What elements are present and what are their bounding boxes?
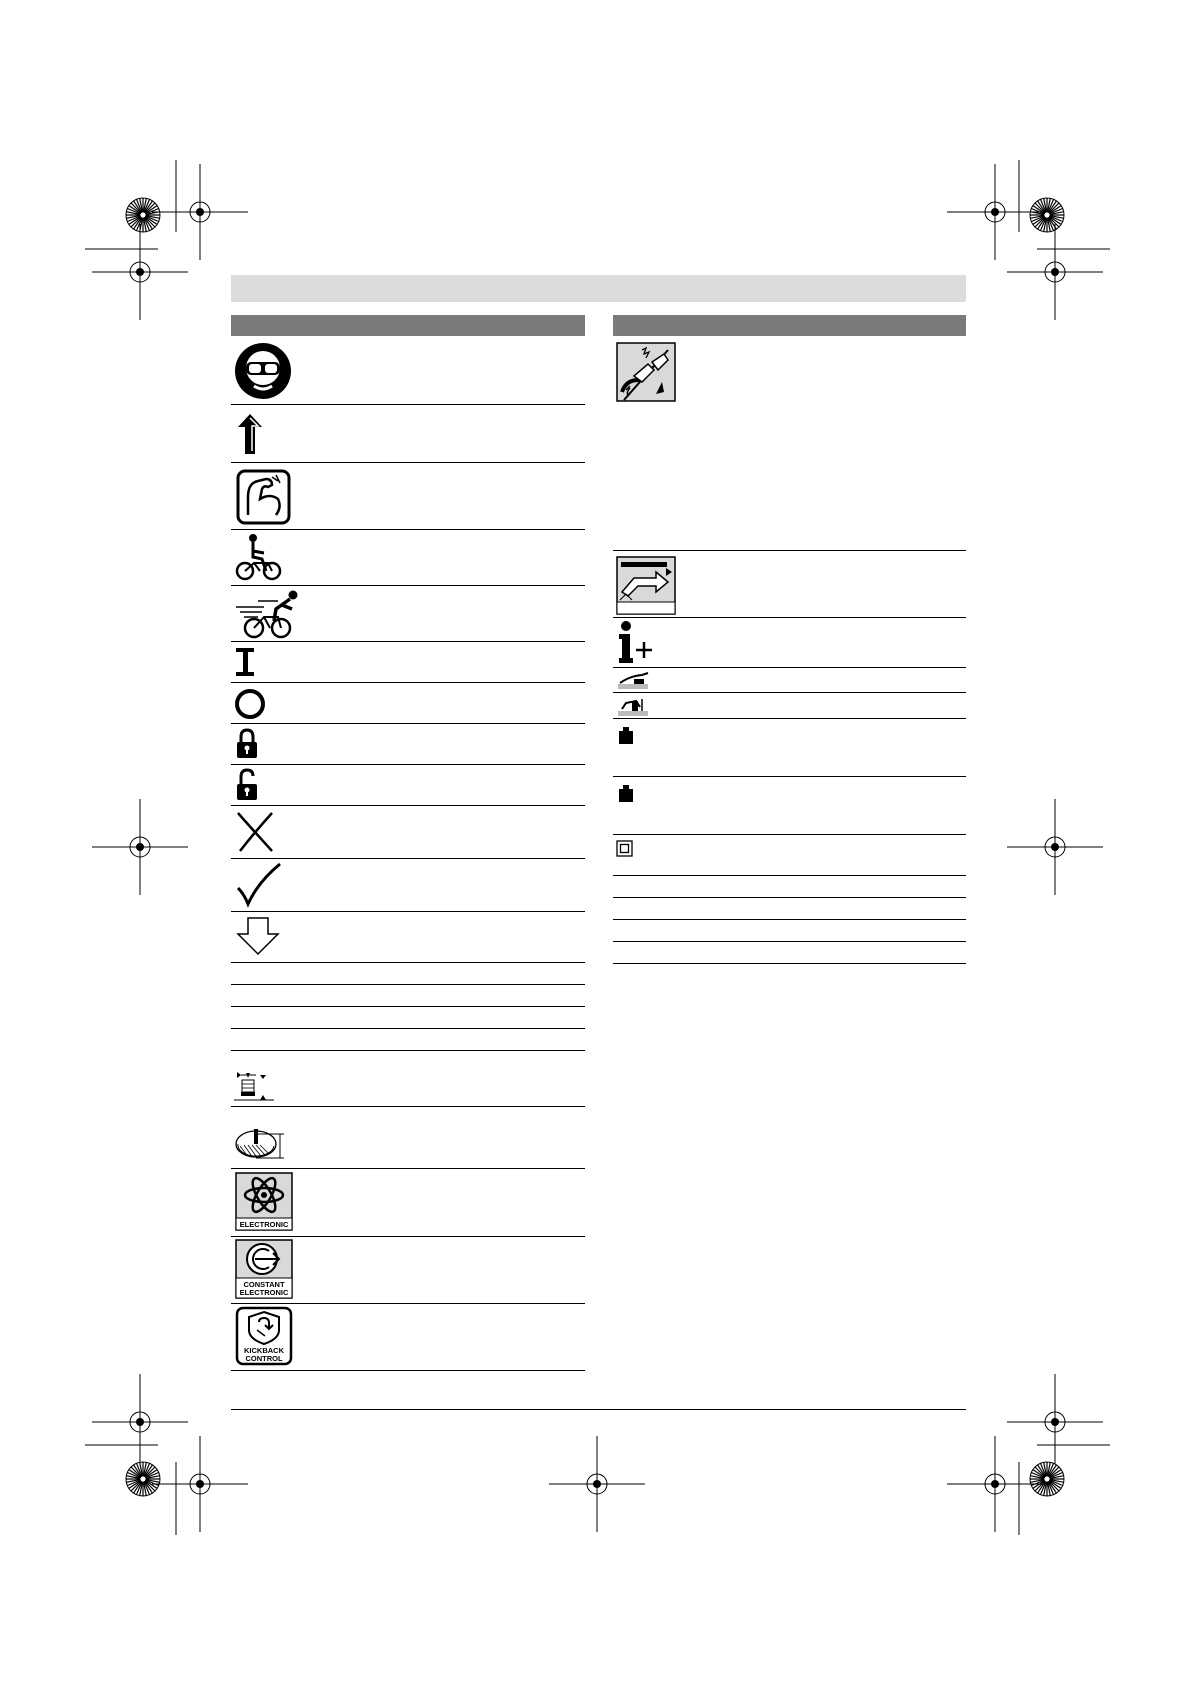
arm-strength-icon	[236, 469, 291, 525]
off-symbol-icon	[234, 688, 266, 720]
blade-diameter-icon	[234, 1126, 286, 1162]
constant-electronic-icon	[235, 1239, 293, 1299]
kickback-label-line-1: KICKBACK	[244, 1346, 284, 1355]
footer-rule	[231, 1409, 966, 1410]
electronic-label: ELECTRONIC	[239, 1220, 289, 1229]
info-plus-icon	[616, 620, 654, 664]
accessory-change-icon	[616, 556, 676, 615]
protection-class-icon	[616, 840, 634, 858]
down-arrow-icon	[236, 916, 280, 956]
constant-label-line-2: ELECTRONIC	[239, 1288, 289, 1297]
kickback-control-icon	[235, 1306, 293, 1366]
safety-goggles-icon	[234, 342, 292, 400]
page-header-bar	[231, 275, 966, 302]
unplug-power-icon	[616, 342, 676, 402]
upward-arrow-icon	[236, 413, 264, 455]
kickback-label-line-2: CONTROL	[245, 1354, 283, 1363]
constant-label-line-1: CONSTANT	[243, 1280, 285, 1289]
locked-padlock-icon	[236, 728, 258, 760]
guard-high-icon	[616, 695, 650, 717]
on-symbol-icon	[234, 647, 256, 677]
guard-low-icon	[616, 670, 650, 690]
check-icon	[236, 862, 282, 908]
weight-icon	[616, 784, 636, 804]
right-column-header	[613, 315, 966, 336]
cross-icon	[236, 811, 276, 853]
unlocked-padlock-icon	[236, 768, 258, 802]
fast-cyclist-icon	[234, 589, 302, 639]
cutting-depth-icon	[234, 1070, 274, 1104]
electronic-icon	[235, 1172, 293, 1231]
weight-icon	[616, 726, 636, 746]
left-column-header	[231, 315, 585, 336]
slow-cyclist-icon	[234, 533, 284, 581]
